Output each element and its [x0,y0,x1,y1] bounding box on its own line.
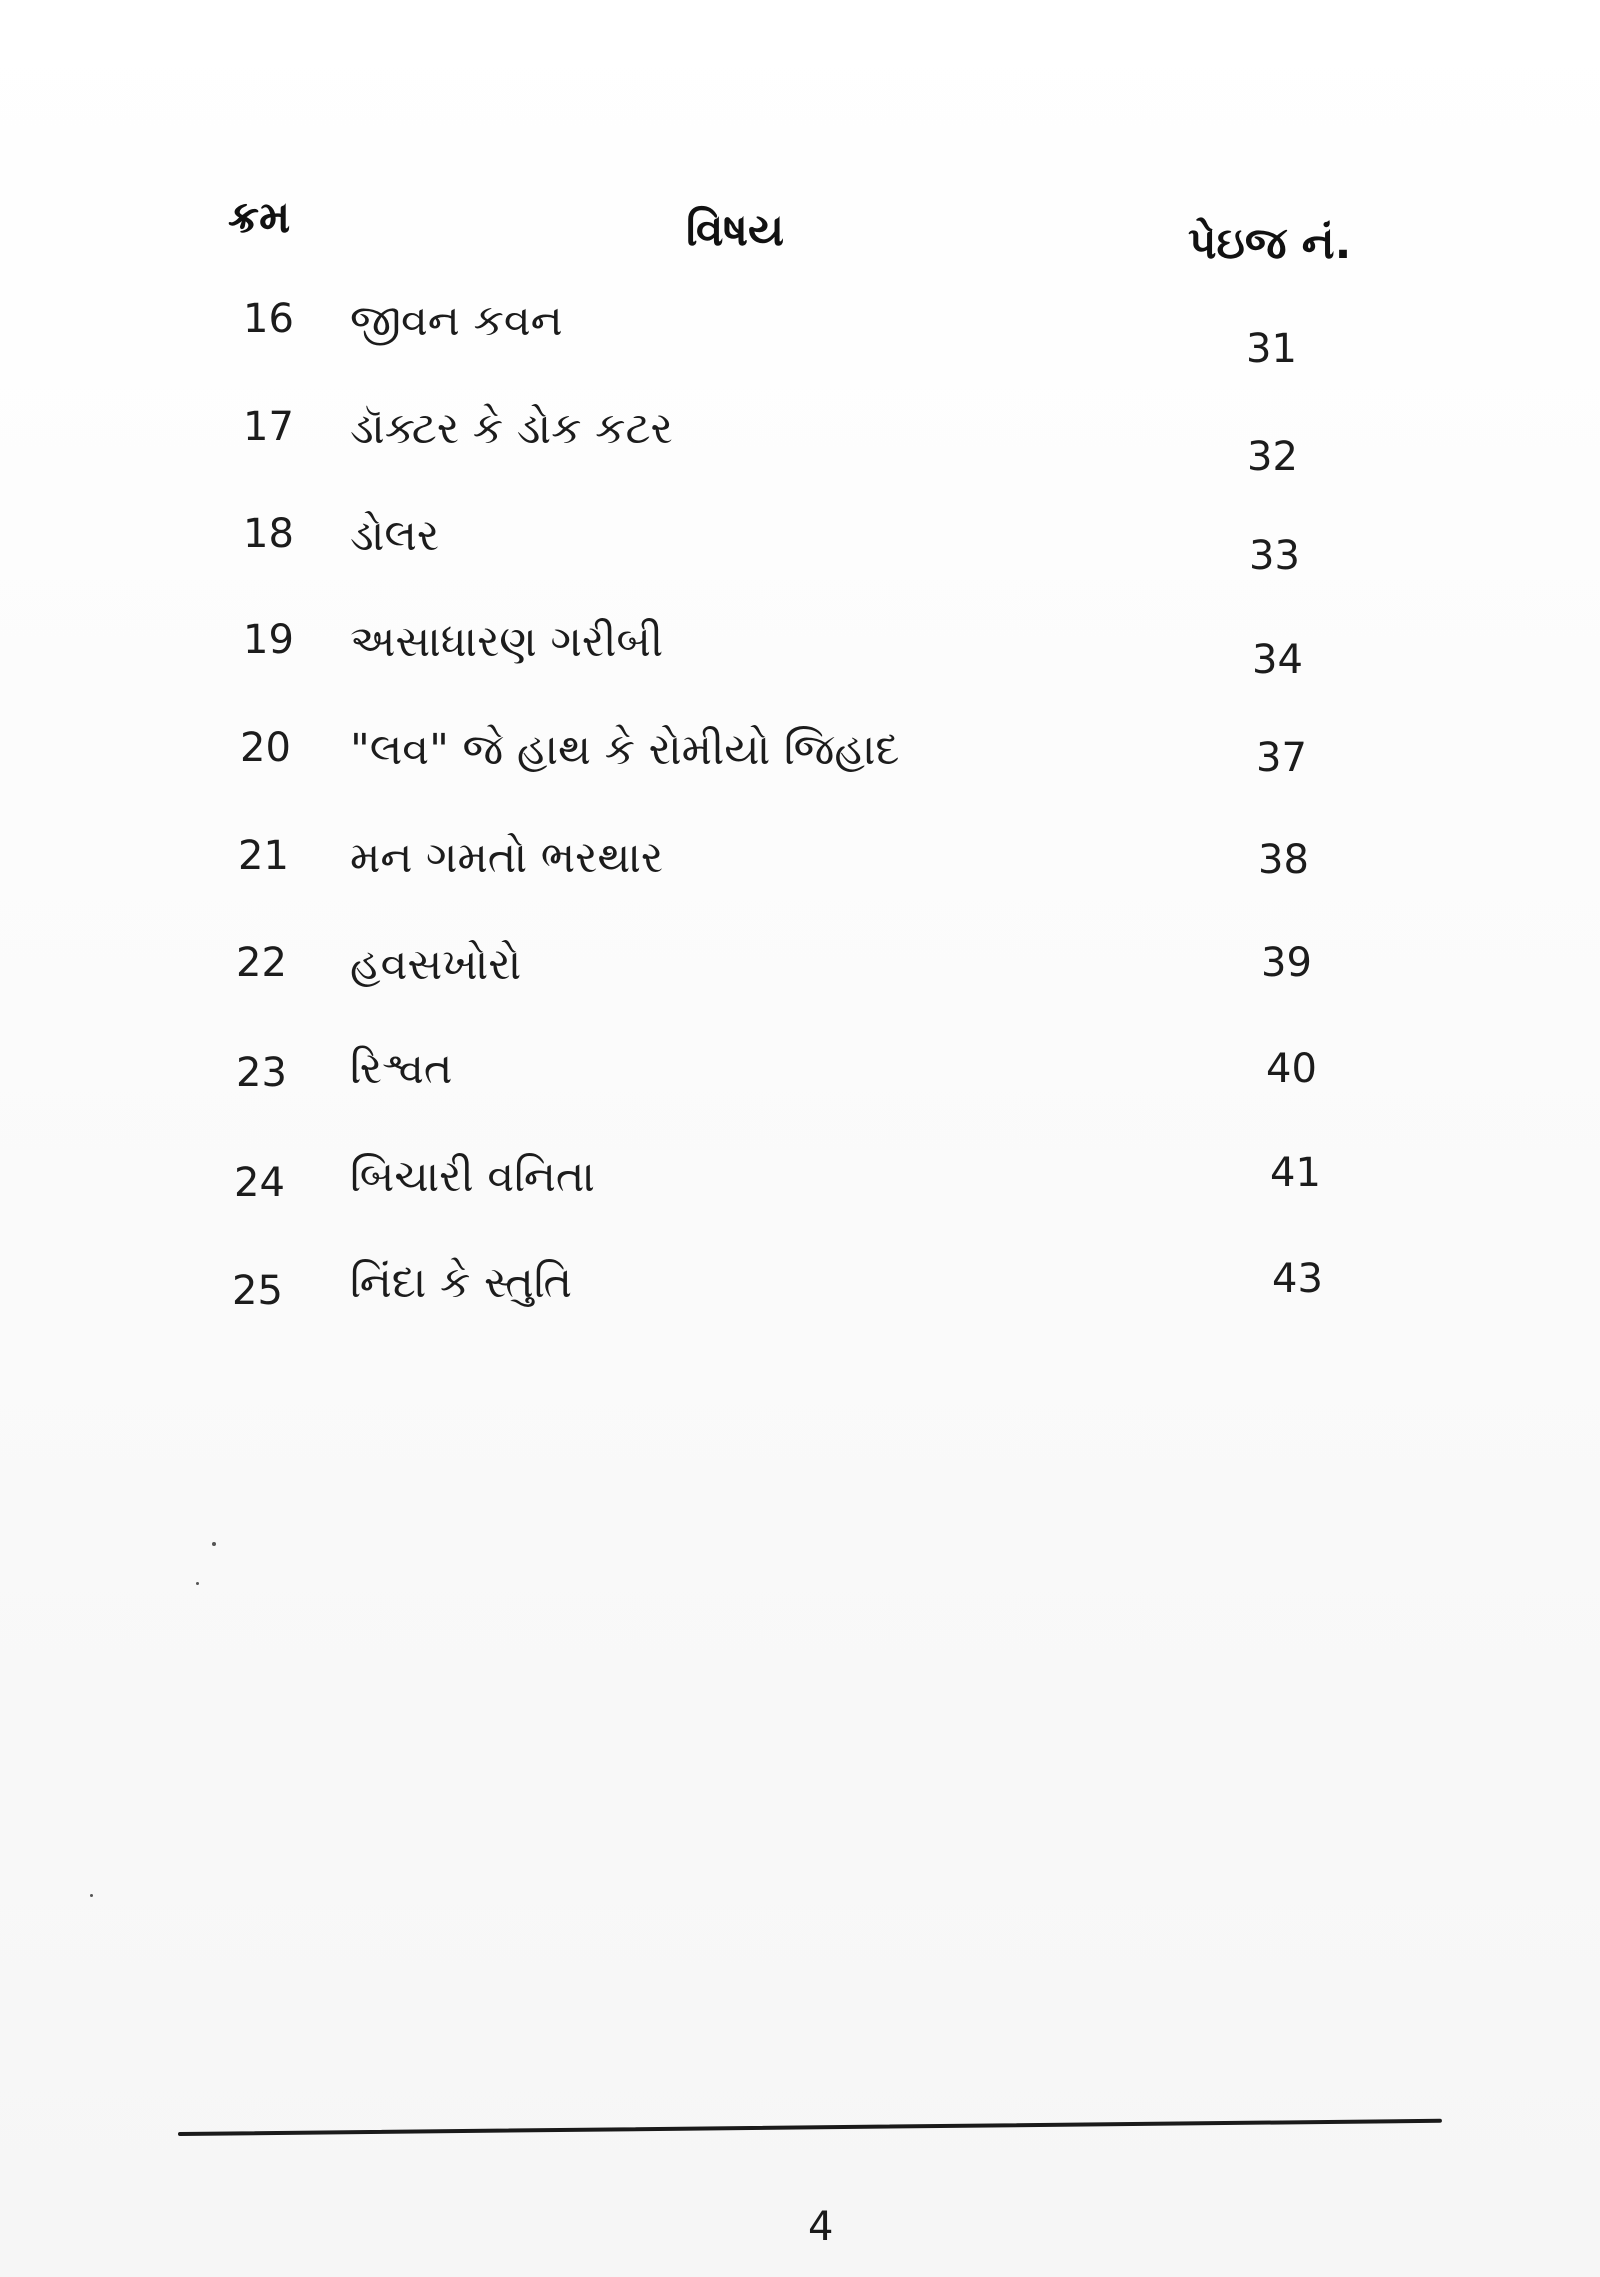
toc-row [0,1150,1600,1240]
toc-row [0,1256,1600,1348]
toc-title: નિંદા કે સ્તુતિ [350,1258,573,1308]
toc-page-number: 39 [1261,940,1312,986]
toc-number: 16 [243,296,294,342]
toc-number: 25 [232,1268,283,1314]
toc-page-number: 38 [1258,837,1309,883]
toc-number: 19 [243,617,294,663]
toc-row [0,617,1600,697]
column-header-title: વિષય [686,205,784,256]
toc-number: 20 [240,725,291,771]
footer-page-number: 4 [808,2204,834,2250]
toc-title: અસાધારણ ગરીબી [350,617,664,667]
paper-speck [196,1582,199,1585]
toc-page-number: 43 [1272,1256,1323,1302]
column-header-number: ક્રમ [228,192,291,243]
toc-page-number: 33 [1249,533,1300,579]
toc-row [0,296,1600,376]
footer-rule [178,2119,1442,2136]
toc-row [0,1044,1600,1130]
toc-number: 21 [238,833,289,879]
toc-title: મન ગમતો ભરથાર [350,833,664,883]
toc-row [0,404,1600,484]
toc-page-number: 31 [1246,326,1297,372]
toc-number: 23 [236,1050,287,1096]
toc-title: બિચારી વનિતા [350,1152,595,1202]
paper-speck [212,1542,216,1546]
toc-number: 24 [234,1160,285,1206]
toc-title: ડૉક્ટર કે ડોક કટર [350,404,673,454]
paper-speck [90,1894,93,1897]
toc-title: "લવ" જે હાથ કે રોમીયો જિહાદ [350,725,900,775]
toc-page-number: 40 [1266,1046,1317,1092]
toc-page-number: 32 [1247,434,1298,480]
toc-number: 22 [236,940,287,986]
toc-title: ડોલર [350,511,440,561]
toc-row [0,833,1600,913]
toc-title: રિશ્વત [350,1044,453,1094]
toc-number: 18 [243,511,294,557]
toc-page-number: 41 [1270,1150,1321,1196]
toc-page-number: 34 [1252,637,1303,683]
toc-row [0,940,1600,1020]
toc-page-number: 37 [1256,735,1307,781]
toc-title: હવસખોરો [350,940,522,990]
toc-row [0,511,1600,591]
toc-title: જીવન કવન [350,296,563,346]
toc-row [0,725,1600,805]
column-header-page: પેઇજ નં. [1188,218,1352,269]
toc-number: 17 [243,404,294,450]
